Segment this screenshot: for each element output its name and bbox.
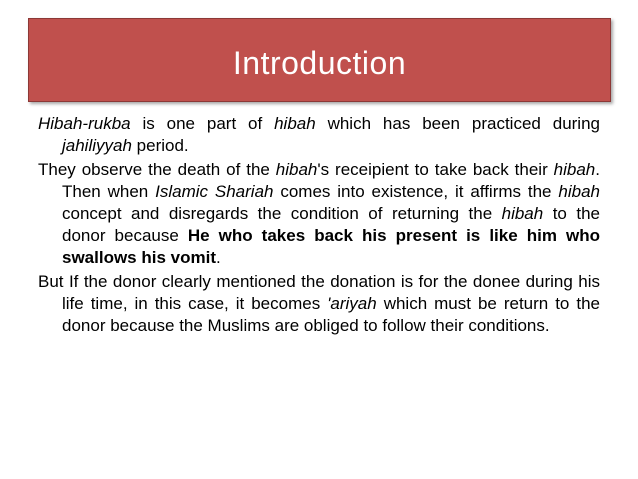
text-run: 'ariyah — [327, 294, 377, 313]
slide-body — [38, 113, 600, 339]
text-run: is one part of — [130, 114, 275, 133]
text-run: which has been practiced during — [315, 114, 600, 133]
paragraph-3 — [38, 271, 600, 337]
text-run: hibah — [275, 160, 318, 179]
text-run: . Then when — [62, 160, 600, 201]
text-run: comes into existence, it affirms the — [273, 182, 559, 201]
text-run: hibah — [501, 204, 544, 223]
text-run: 's receipient to take back their — [317, 160, 554, 179]
text-run: Islamic Shariah — [155, 182, 274, 201]
text-run: . — [216, 248, 221, 267]
text-run: hibah — [274, 114, 316, 133]
text-run: hibah — [558, 182, 600, 201]
text-run: hibah — [553, 160, 596, 179]
paragraph-2 — [38, 159, 600, 269]
quote-text: He who takes back his present is like him who swallows his vomit — [62, 226, 600, 267]
title-banner — [28, 18, 611, 102]
slide-title: Introduction — [232, 44, 407, 81]
text-run: jahiliyyah — [62, 136, 132, 155]
text-run: concept and disregards the condition of returning the — [62, 204, 502, 223]
text-run: Hibah-rukba — [38, 114, 131, 133]
text-run: But If the donor clearly mentioned the donation is for the donee during his life time, in this case, it becomes — [38, 272, 600, 313]
text-run: They observe the death of the — [38, 160, 276, 179]
paragraph-1 — [38, 113, 600, 157]
text-run: period. — [131, 136, 189, 155]
text-run: to the donor because — [62, 204, 600, 245]
text-run: which must be return to the donor because the Muslims are obliged to follow their conditions. — [62, 294, 600, 335]
